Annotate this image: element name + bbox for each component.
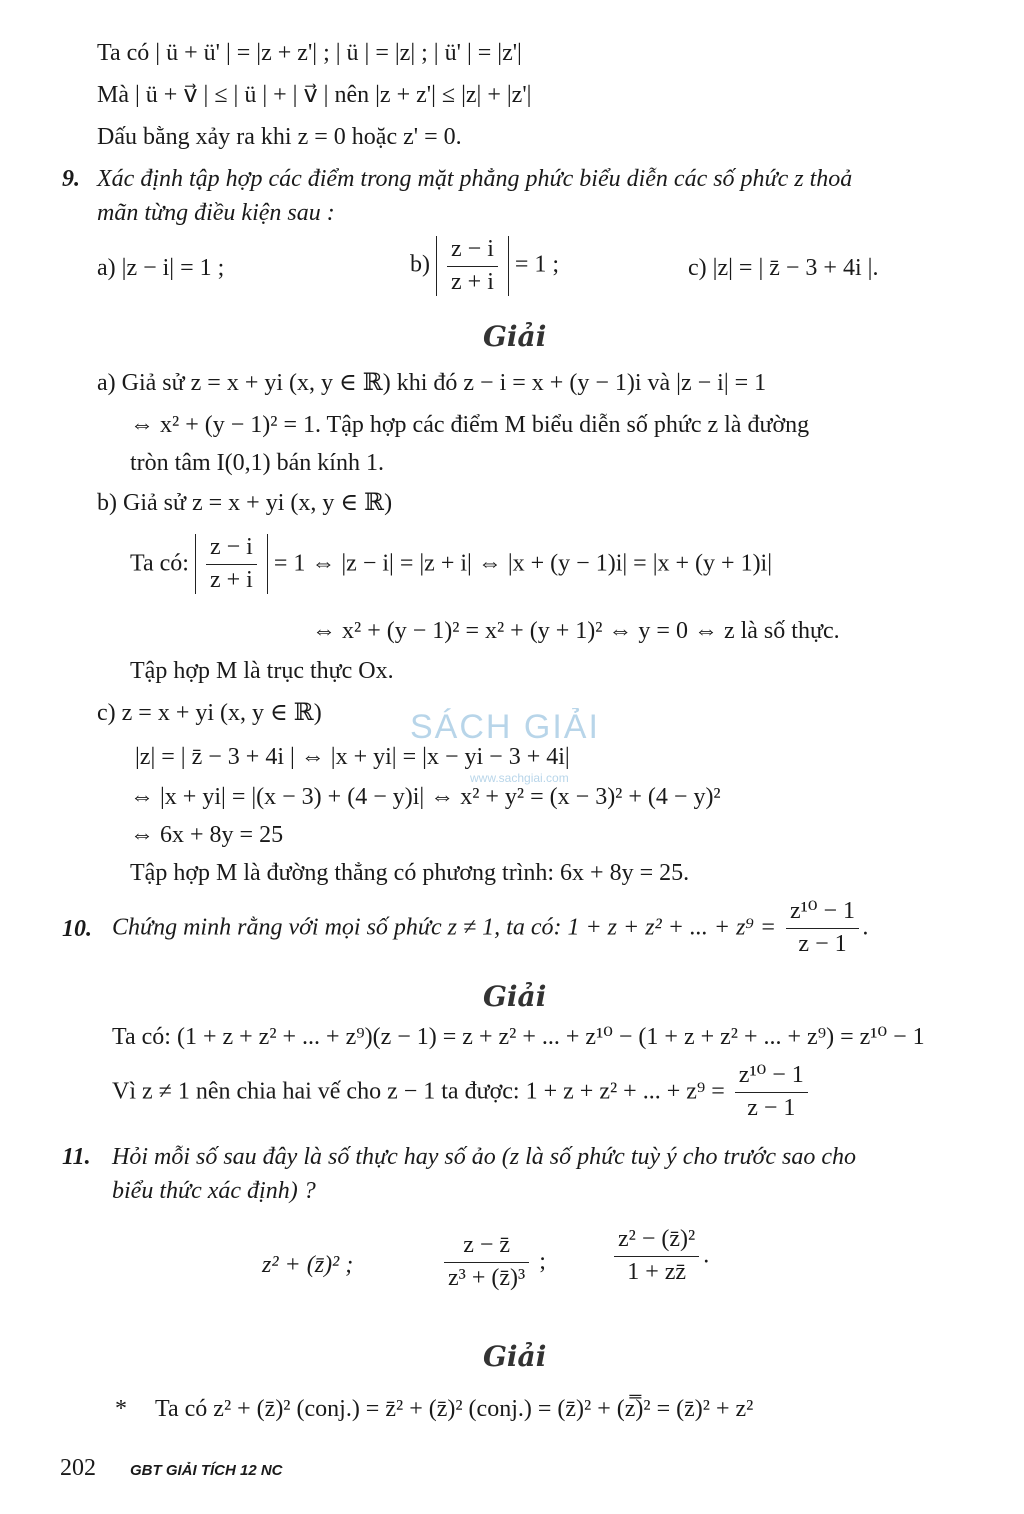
solution-9a-line-3: tròn tâm I(0,1) bán kính 1. <box>130 450 384 476</box>
problem-9-text-2: mãn từng điều kiện sau : <box>97 200 335 226</box>
watermark-url: www.sachgiai.com <box>470 771 569 785</box>
solution-heading-9: Giải <box>483 320 547 353</box>
solution-9b-numerator: z − i <box>206 534 257 565</box>
watermark-logo: SÁCH GIẢI <box>410 708 600 746</box>
solution-9b-line-3: ⇔ x² + (y − 1)² = x² + (y + 1)² ⇔ y = 0 ⇔ z là số thực. <box>312 618 840 644</box>
solution-9c-line-1: c) z = x + yi (x, y ∈ ℝ) <box>97 700 322 726</box>
solution-9c-line-2: |z| = | z̄ − 3 + 4i | ⇔ |x + yi| = |x − yi − 3 + 4i| <box>135 744 570 770</box>
solution-heading-11: Giải <box>483 1340 547 1373</box>
problem-9b-label: b) <box>410 251 430 278</box>
solution-9c-line-5: Tập hợp M là đường thẳng có phương trình: 6x + 8y = 25. <box>130 860 690 886</box>
problem-9b-numerator: z − i <box>447 236 498 267</box>
solution-9a-line-2: ⇔ x² + (y − 1)² = 1. Tập hợp các điểm M biểu diễn số phức z là đường <box>130 412 810 438</box>
line-ta-co-1: Ta có | ü + ü' | = |z + z'| ; | ü | = |z| ; | ü' | = |z'| <box>97 40 522 66</box>
problem-11-text-2: biểu thức xác định) ? <box>112 1178 316 1204</box>
solution-10-line-1: Ta có: (1 + z + z² + ... + z⁹)(z − 1) = z + z² + ... + z¹⁰ − (1 + z + z² + ... + z⁹) = z¹⁰ − 1 <box>112 1024 925 1050</box>
problem-10-denominator: z − 1 <box>798 930 847 957</box>
solution-9b-denominator: z + i <box>209 566 253 593</box>
solution-10-text: Vì z ≠ 1 nên chia hai vế cho z − 1 ta được: 1 + z + z² + ... + z⁹ = <box>112 1078 725 1105</box>
problem-11-number: 11. <box>62 1144 91 1170</box>
problem-11-expr-3-fraction <box>614 1226 699 1286</box>
problem-9-number: 9. <box>62 166 80 192</box>
page-number: 202 <box>60 1455 96 1481</box>
problem-10-number: 10. <box>62 916 92 942</box>
problem-9b <box>410 236 559 296</box>
problem-10-text: Chứng minh rằng với mọi số phức z ≠ 1, ta có: 1 + z + z² + ... + z⁹ = <box>112 914 777 941</box>
solution-9b-line-1: b) Giả sử z = x + yi (x, y ∈ ℝ) <box>97 490 393 516</box>
solution-10-denominator: z − 1 <box>747 1094 796 1121</box>
problem-11-expr-3-numerator: z² − (z̄)² <box>614 1226 699 1257</box>
problem-11-expr-3-denominator: 1 + zz̄ <box>627 1258 687 1285</box>
solution-9b-ta-co: Ta có: <box>130 550 189 577</box>
problem-9a: a) |z − i| = 1 ; <box>97 255 225 281</box>
watermark <box>410 708 600 785</box>
solution-9b-equivalence: = 1 ⇔ |z − i| = |z + i| ⇔ |x + (y − 1)i| = |x + (y + 1)i| <box>273 550 773 577</box>
problem-9b-denominator: z + i <box>451 268 494 295</box>
problem-10-fraction <box>786 898 859 958</box>
problem-11-expr-2-separator: ; <box>539 1248 546 1275</box>
problem-10-statement <box>112 898 869 958</box>
solution-9a-line-1: a) Giả sử z = x + yi (x, y ∈ ℝ) khi đó z − i = x + (y − 1)i và |z − i| = 1 <box>97 370 767 396</box>
solution-heading-10: Giải <box>483 980 547 1013</box>
problem-9c: c) |z| = | z̄ − 3 + 4i |. <box>688 255 879 281</box>
problem-11-expr-2-numerator: z − z̄ <box>444 1232 529 1263</box>
line-dau-bang: Dấu bằng xảy ra khi z = 0 hoặc z' = 0. <box>97 124 462 150</box>
solution-10-line-2 <box>112 1062 812 1122</box>
line-ma: Mà | ü + v⃗ | ≤ | ü | + | v⃗ | nên |z + z'| ≤ |z| + |z'| <box>97 82 532 108</box>
problem-9b-rhs: = 1 ; <box>514 251 560 278</box>
problem-10-numerator: z¹⁰ − 1 <box>786 898 859 929</box>
solution-9b-line-2 <box>130 534 772 594</box>
solution-10-fraction <box>735 1062 808 1122</box>
solution-9b-abs <box>195 534 268 594</box>
solution-9b-line-4: Tập hợp M là trục thực Ox. <box>130 658 394 684</box>
solution-10-numerator: z¹⁰ − 1 <box>735 1062 808 1093</box>
solution-9c-line-3: ⇔ |x + yi| = |(x − 3) + (4 − y)i| ⇔ x² + y² = (x − 3)² + (4 − y)² <box>130 784 721 810</box>
solution-11-star: * <box>115 1396 127 1422</box>
problem-11-expr-2-fraction <box>444 1232 529 1292</box>
problem-11-expr-2-denominator: z³ + (z̄)³ <box>448 1264 526 1291</box>
solution-11-line-1: Ta có z² + (z̄)² (conj.) = z̄² + (z̄)² (conj.) = (z̄)² + (z̿)² = (z̄)² + z² <box>155 1396 754 1422</box>
problem-9-text-1: Xác định tập hợp các điểm trong mặt phẳng phức biểu diễn các số phức z thoả <box>97 166 853 192</box>
problem-11-expr-1: z² + (z̄)² ; <box>262 1252 354 1278</box>
problem-11-expr-3-end: . <box>703 1242 710 1269</box>
problem-10-end: . <box>863 914 870 941</box>
solution-9c-line-4: ⇔ 6x + 8y = 25 <box>130 822 284 848</box>
problem-11-text-1: Hỏi mỗi số sau đây là số thực hay số ảo (z là số phức tuỳ ý cho trước sao cho <box>112 1144 856 1170</box>
problem-9b-abs <box>436 236 509 296</box>
problem-11-expr-2 <box>440 1232 546 1292</box>
problem-11-expr-3 <box>610 1226 709 1286</box>
book-title: GBT GIẢI TÍCH 12 NC <box>130 1462 283 1479</box>
